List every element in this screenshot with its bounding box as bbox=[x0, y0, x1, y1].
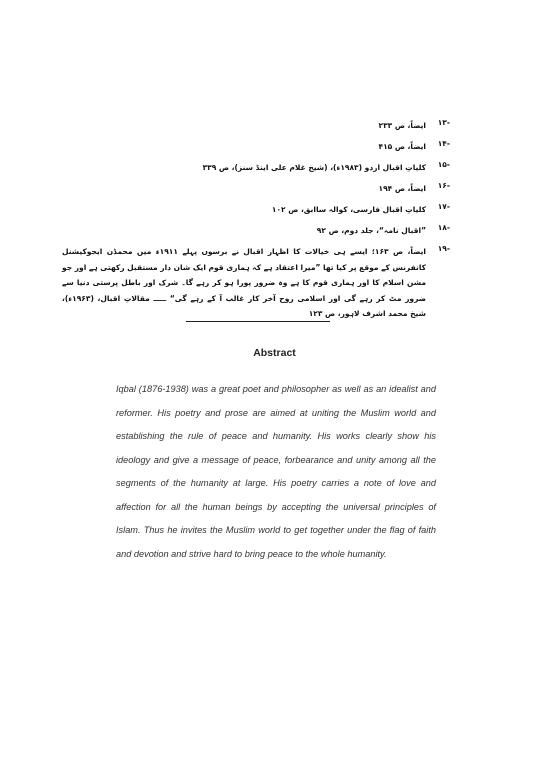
footnote-number: -۱۷ bbox=[437, 202, 450, 211]
footnote-18 bbox=[62, 223, 450, 239]
abstract-title: Abstract bbox=[253, 347, 296, 359]
footnote-16 bbox=[62, 181, 450, 197]
footnotes-section bbox=[62, 118, 450, 327]
footnote-19 bbox=[62, 244, 450, 322]
footnote-14 bbox=[62, 139, 450, 155]
footnote-text: ایضاً، ص ۲۳۳ bbox=[378, 121, 426, 130]
footnote-text: ایضاً، ص ۱۶۳؛ ایسے ہی خیالات کا اظہار اقبال نے برسوں پہلے ۱۹۱۱ء میں محمڈن ایجوکیشنل کانفرنس کے موقع پر کیا تھا ”میرا اعتقاد ہے کہ ہماری قوم ایک شان دار مستقبل رکھتی ہے اور جو مشن اسلام کا اور ہماری قوم کا ہے وہ ضرور پورا ہو کر رہے گا۔ شرک اور باطل پرستی دنیا سے ضرور مٹ کر رہے گی اور اسلامی روح آخر کار غالب آ کے رہے گی“ ـــــ مقالاتِ اقبال، (۱۹۶۳ء)، شیخ محمد اشرف لاہور، ص ۱۲۳ bbox=[62, 247, 426, 318]
footnote-text: ایضاً، ص ۴۱۵ bbox=[378, 142, 426, 151]
section-divider bbox=[186, 321, 330, 322]
abstract-body: Iqbal (1876-1938) was a great poet and philosopher as well as an idealist and reformer. His poetry and prose are aimed at uniting the Muslim world and establishing the rule of peace and humanity. His works clearly show his ideology and give a message of peace, forbearance and unity among all the segments of the humanity at large. His poetry carries a note of love and affection for all the human beings by accepting the universal principles of Islam. Thus he invites the Muslim world to get together under the flag of faith and devotion and strive hard to bring peace to the whole humanity. bbox=[116, 384, 436, 559]
footnote-text: کلیاتِ اقبال اردو (۱۹۸۳ء)، (شیخ غلام علی اینڈ سنز)، ص ۳۳۹ bbox=[202, 163, 426, 172]
footnote-text: کلیاتِ اقبال فارسی، ‌کوالہ ساابق، ص ۱۰۲ bbox=[271, 205, 426, 214]
footnote-text: ایضاً، ص ۱۹۴ bbox=[378, 184, 426, 193]
footnote-number: -۱۶ bbox=[437, 181, 450, 190]
footnote-15 bbox=[62, 160, 450, 176]
footnote-17 bbox=[62, 202, 450, 218]
footnote-text: ”اقبال نامہ“، جلد دوم، ص ۹۲ bbox=[316, 226, 426, 235]
footnote-number: -۱۳ bbox=[437, 118, 450, 127]
footnote-number: -۱۵ bbox=[437, 160, 450, 169]
footnote-number: -۱۴ bbox=[437, 139, 450, 148]
footnote-number: -۱۸ bbox=[437, 223, 450, 232]
footnote-13 bbox=[62, 118, 450, 134]
footnote-number: -۱۹ bbox=[437, 244, 450, 253]
